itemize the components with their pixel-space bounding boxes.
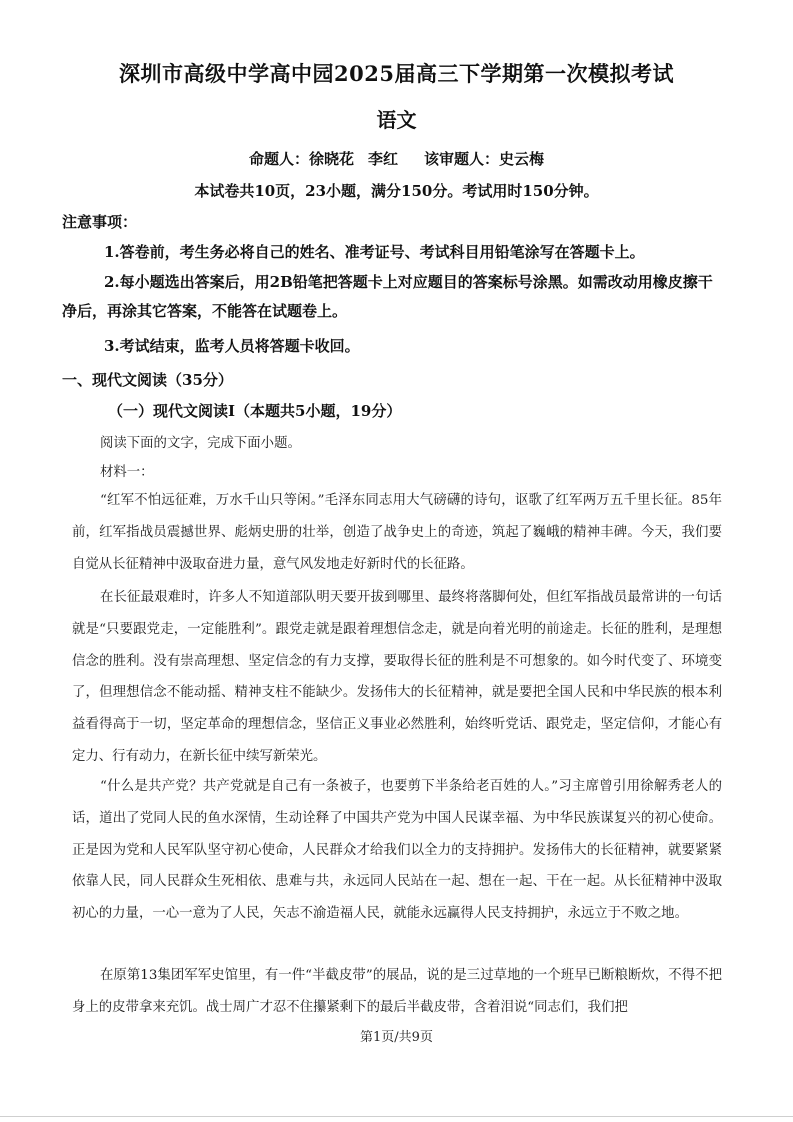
setter-name: 命题人：徐晓花: [248, 150, 354, 168]
section-heading: 一、现代文阅读（35分）: [62, 371, 233, 389]
material-label: 材料一：: [100, 465, 154, 480]
notice-item-3: 3.考试结束，监考人员将答题卡收回。: [104, 337, 360, 355]
instruction-text: 阅读下面的文字，完成下面小题。: [100, 436, 301, 451]
notice-item-1: 1.答卷前，考生务必将自己的姓名、准考证号、考试科目用铅笔涂写在答题卡上。: [104, 243, 645, 261]
paragraph-1: “红军不怕远征难，万水千山只等闲。”毛泽东同志用大气磅礴的诗句，讴歌了红军两万五千里长征。85年前，红军指战员震撼世界、彪炳史册的壮举，创造了战争史上的奇迹，筑起了巍峨的精神丰碑。今天，我们要自觉从长征精神中汲取奋进力量，意气风发地走好新时代的长征路。: [72, 493, 722, 572]
notice-item-2: 2.每小题选出答案后，用2B铅笔把答题卡上对应题目的答案标号涂黑。如需改动用橡皮擦干净后，再涂其它答案，不能答在试题卷上。: [62, 273, 713, 320]
reviewer-name: 该审题人：史云梅: [424, 150, 545, 168]
notice-heading: 注意事项：: [62, 213, 138, 231]
exam-info: 本试卷共10页，23小题，满分150分。考试用时150分钟。: [194, 182, 599, 200]
paragraph-2: 在长征最艰难时，许多人不知道部队明天要开拔到哪里、最终将落脚何处，但红军指战员最常讲的一句话就是“只要跟党走，一定能胜利”。跟党走就是跟着理想信念走，就是向着光明的前途走。长征的胜利，是理想信念的胜利。没有崇高理想、坚定信念的有力支撑，要取得长征的胜利是不可想象的。如今时代变了、环境变了，但理想信念不能动摇、精神支柱不能缺少。发扬伟大的长征精神，就是要把全国人民和中华民族的根本利益看得高于一切，坚定革命的理想信念，坚信正义事业必然胜利，始终听党话、跟党走，坚定信仰，才能心有定力、行有动力，在新长征中续写新荣光。: [72, 590, 722, 764]
subsection-heading: （一）现代文阅读Ⅰ（本题共5小题，19分）: [108, 402, 402, 420]
paragraph-4: 在原第13集团军军史馆里，有一件“半截皮带”的展品，说的是三过草地的一个班早已断粮断炊，不得不把身上的皮带拿来充饥。战士周广才忍不住攥紧剩下的最后半截皮带，含着泪说“同志们，我们把: [72, 968, 722, 1015]
authors-line: [0, 148, 793, 169]
footer-divider: [0, 1116, 793, 1117]
subject-title: 语文: [376, 108, 417, 132]
exam-title: 深圳市高级中学高中园2025届高三下学期第一次模拟考试: [119, 61, 674, 86]
page-number: 第1页/共9页: [360, 1030, 433, 1045]
setter2-name: 李红: [367, 150, 398, 168]
paragraph-3: “什么是共产党？共产党就是自己有一条被子，也要剪下半条给老百姓的人。”习主席曾引用徐解秀老人的话，道出了党同人民的鱼水深情，生动诠释了中国共产党为中国人民谋幸福、为中华民族谋复兴的初心使命。正是因为党和人民军队坚守初心使命，人民群众才给我们以全力的支持拥护。发扬伟大的长征精神，就要紧紧依靠人民，同人民群众生死相依、患难与共，永远同人民站在一起、想在一起、干在一起。从长征精神中汲取初心的力量，一心一意为了人民，矢志不渝造福人民，就能永远赢得人民支持拥护，永远立于不败之地。: [72, 779, 722, 922]
